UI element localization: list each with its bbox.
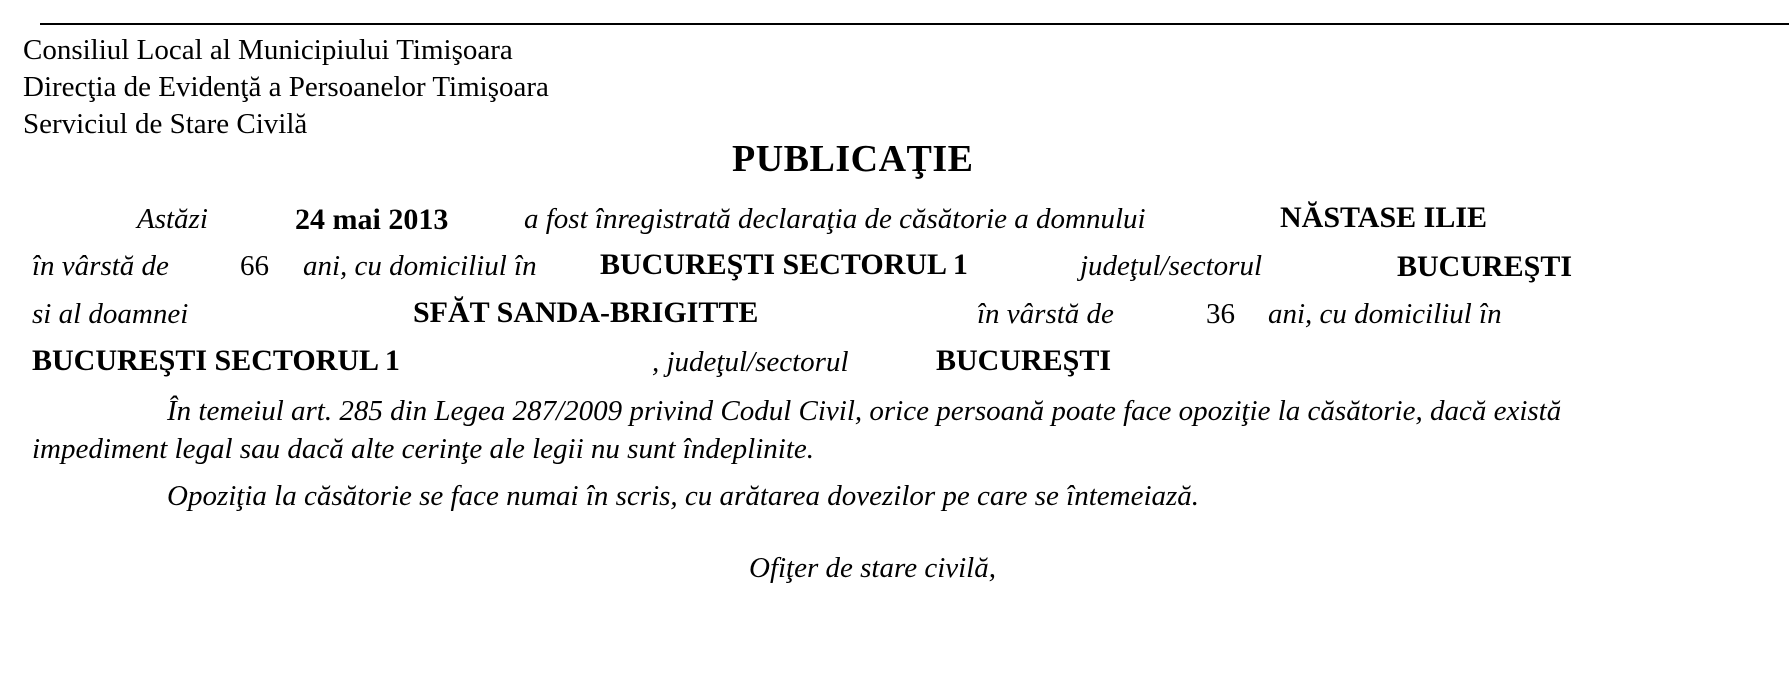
groom-county-label: judeţul/sectorul <box>1080 250 1263 282</box>
header-service: Serviciul de Stare Civilă <box>23 108 308 140</box>
bride-age: 36 <box>1206 298 1235 330</box>
bride-age-label: în vârstă de <box>977 298 1114 330</box>
header-council: Consiliul Local al Municipiului Timişoara <box>23 34 513 66</box>
bride-label: si al doamnei <box>32 298 189 330</box>
groom-county: BUCUREŞTI <box>1397 250 1573 283</box>
groom-name: NĂSTASE ILIE <box>1280 201 1488 234</box>
registration-date: 24 mai 2013 <box>295 203 449 236</box>
declaration-text: a fost înregistrată declaraţia de căsătorie a domnului <box>524 203 1146 235</box>
signature-label: Ofiţer de stare civilă, <box>749 552 996 584</box>
legal-paragraph-line1: În temeiul art. 285 din Legea 287/2009 privind Codul Civil, orice persoană poate face opoziţie la căsătorie, dacă există <box>167 395 1562 427</box>
bride-locality: BUCUREŞTI SECTORUL 1 <box>32 344 400 377</box>
header-directorate: Direcţia de Evidenţă a Persoanelor Timişoara <box>23 71 549 103</box>
legal-paragraph-line2: impediment legal sau dacă alte cerinţe ale legii nu sunt îndeplinite. <box>32 433 815 465</box>
opposition-paragraph: Opoziţia la căsătorie se face numai în scris, cu arătarea dovezilor pe care se întemeiază. <box>167 480 1200 512</box>
today-label: Astăzi <box>137 203 208 235</box>
groom-age: 66 <box>240 250 269 282</box>
groom-domicile-label: ani, cu domiciliul în <box>303 250 537 282</box>
page-title: PUBLICAŢIE <box>732 138 974 180</box>
groom-age-label: în vârstă de <box>32 250 169 282</box>
top-rule <box>40 23 1789 25</box>
bride-county-label: , judeţul/sectorul <box>652 346 849 378</box>
groom-locality: BUCUREŞTI SECTORUL 1 <box>600 248 968 281</box>
bride-name: SFĂT SANDA-BRIGITTE <box>413 296 759 329</box>
bride-county: BUCUREŞTI <box>936 344 1112 377</box>
bride-domicile-label: ani, cu domiciliul în <box>1268 298 1502 330</box>
